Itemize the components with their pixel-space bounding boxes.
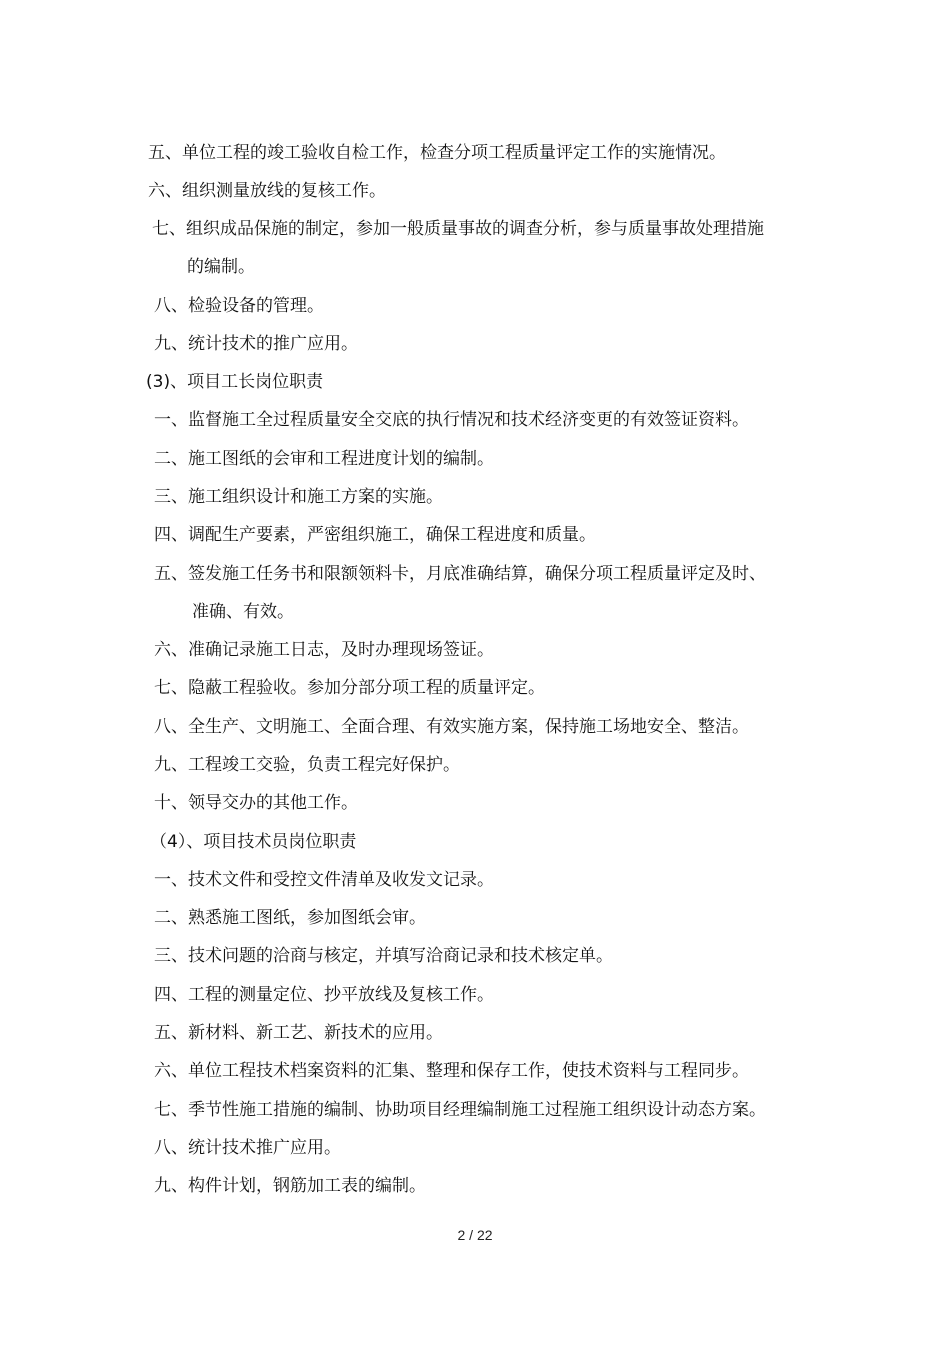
text-line: 八、全生产、文明施工、全面合理、有效实施方案，保持施工场地安全、整洁。 [154, 717, 749, 737]
text-line: 七、隐蔽工程验收。参加分部分项工程的质量评定。 [154, 678, 545, 698]
text-line: 十、领导交办的其他工作。 [154, 793, 358, 813]
text-line: 六、准确记录施工日志，及时办理现场签证。 [154, 640, 494, 660]
text-line: 一、监督施工全过程质量安全交底的执行情况和技术经济变更的有效签证资料。 [154, 410, 749, 430]
text-line: 四、调配生产要素，严密组织施工，确保工程进度和质量。 [154, 525, 596, 545]
text-line: 九、统计技术的推广应用。 [154, 334, 358, 354]
text-line: 九、工程竣工交验，负责工程完好保护。 [154, 755, 460, 775]
text-line: 六、组织测量放线的复核工作。 [148, 181, 386, 201]
text-line: 八、检验设备的管理。 [154, 296, 324, 316]
section-heading: (3)、项目工长岗位职责 [146, 372, 324, 392]
text-line: 七、季节性施工措施的编制、协助项目经理编制施工过程施工组织设计动态方案。 [154, 1100, 766, 1120]
text-line: 三、施工组织设计和施工方案的实施。 [154, 487, 443, 507]
section-heading: （4）、项目技术员岗位职责 [150, 832, 357, 852]
text-line: 六、单位工程技术档案资料的汇集、整理和保存工作，使技术资料与工程同步。 [154, 1061, 749, 1081]
text-line: 的编制。 [187, 257, 255, 277]
text-line: 三、技术问题的洽商与核定，并填写洽商记录和技术核定单。 [154, 946, 613, 966]
text-line: 一、技术文件和受控文件清单及收发文记录。 [154, 870, 494, 890]
text-line: 八、统计技术推广应用。 [154, 1138, 341, 1158]
page-number: 2 / 22 [457, 1227, 493, 1243]
text-line: 准确、有效。 [192, 602, 294, 622]
text-line: 五、签发施工任务书和限额领料卡，月底准确结算，确保分项工程质量评定及时、 [154, 564, 766, 584]
text-line: 二、熟悉施工图纸，参加图纸会审。 [154, 908, 426, 928]
text-line: 九、构件计划，钢筋加工表的编制。 [154, 1176, 426, 1196]
text-line: 二、施工图纸的会审和工程进度计划的编制。 [154, 449, 494, 469]
text-line: 七、组织成品保施的制定，参加一般质量事故的调查分析，参与质量事故处理措施 [152, 219, 764, 239]
text-line: 四、工程的测量定位、抄平放线及复核工作。 [154, 985, 494, 1005]
text-line: 五、新材料、新工艺、新技术的应用。 [154, 1023, 443, 1043]
text-line: 五、单位工程的竣工验收自检工作，检查分项工程质量评定工作的实施情况。 [148, 143, 726, 163]
